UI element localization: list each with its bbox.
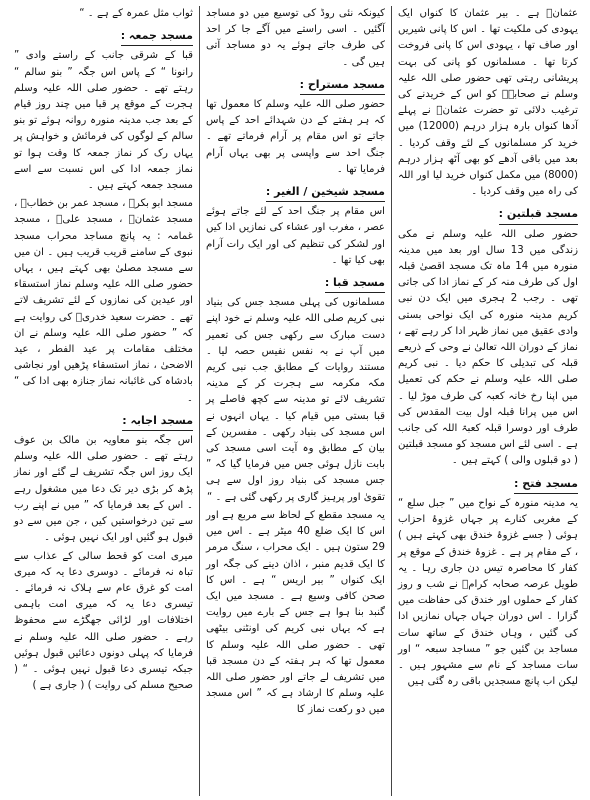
article-paragraph: عثمانؓ ہے ۔ بیر عثمان کا کنواں ایک یہودی کی ملکیت تھا ۔ اس کا پانی شیریں اور صاف تھا ، یہودی اس کا پانی فروخت کرتا تھا ۔ مسلمانوں کو پانی کی بہت پریشانی رہتی تھی حضور صلی اللہ علیہ وسلم نے صحابہؓ کو اس کے خریدنے کی ترغیب دلائی تو حضرت عثمانؓ نے پہلے آدھا کنواں بارہ ہزار درہم (12000) میں خرید کر مسلمانوں کے لئے وقف کردیا ۔ بعد میں باقی آدھے کو بھی آٹھ ہزار درہم (8000) میں مکمل کنواں خرید لیا اور اللہ کی راہ میں وقف کردیا ۔ [398, 8, 578, 198]
section-heading-wrap [206, 73, 385, 97]
section-heading: مسجد اجابہ : [122, 413, 193, 431]
article-paragraph: حضور صلی اللہ علیہ وسلم کا معمول تھا کہ ہر ہفتے کے دن شہدائے احد کے پاس جاتے تو اس مقام پر آرام فرماتے تھے ۔ جنگ احد سے واپسی پر بھی یہاں آرام فرمایا تھا ۔ [206, 99, 385, 175]
section-heading: مسجد شیخین / الغیر : [266, 184, 385, 202]
article-paragraph: اس مقام پر جنگ احد کے لئے جاتے ہوئے عصر ، مغرب اور عشاء کی نمازیں ادا کیں اور لشکر کی تنظیم کی اور ایک رات آرام بھی کیا تھا ۔ [206, 206, 385, 266]
article-paragraph: مسلمانوں کی پہلی مسجد جس کی بنیاد نبی کریم صلی اللہ علیہ وسلم نے خود اپنے دست مبارک سے رکھی جس کی تعمیر میں آپ نے بہ نفس نفیس حصہ لیا ۔ مستند روایات کے مطابق جب نبی کریم مکہ مکرمہ سے ہجرت کر کے مدینہ تشریف لائے تو مدینہ سے کچھ فاصلے پر قبا بستی میں قیام کیا ۔ یہاں انہوں نے اس مسجد کی بنیاد رکھی ۔ مفسرین کے بیان کے مطابق وہ آیت اسی مسجد کی بابت نازل ہوئی جس میں فرمایا گیا کہ ” جس مسجد کی بنیاد روز اول سے ہی تقویٰ اور پرہیز گاری پر رکھی گئی ہے ۔ “ [206, 297, 385, 503]
column-middle [200, 6, 392, 796]
article-paragraph: ثواب مثل عمرہ کے ہے ۔ “ [79, 8, 193, 19]
section-heading: مسجد جمعہ : [121, 28, 193, 46]
article-paragraph: میری امت کو قحط سالی کے عذاب سے تباہ نہ فرمائے ۔ دوسری دعا یہ کہ میری امت کو غرق عام سے ہلاک نہ فرمائے ۔ تیسری دعا یہ کہ میری امت باہمی اختلافات اور لڑائی جھگڑے سے محفوظ رہے ۔ حضور صلی اللہ علیہ وسلم نے فرمایا کہ پہلی دونوں دعائیں قبول ہوئیں جبکہ تیسری دعا قبول نہیں ہوئی ۔ “ ( صحیح مسلم کی روایت ) ( جاری ہے ) [14, 550, 193, 692]
section-heading-wrap [206, 180, 385, 204]
section-heading: مسجد فتح : [514, 476, 578, 494]
section-heading-wrap [398, 472, 578, 496]
section-heading-wrap [398, 202, 578, 226]
article-paragraph: قبا کے شرقی جانب کے راستے وادی ” رانونا “ کے پاس اس جگہ ” بنو سالم “ رہتے تھے ۔ حضور صلی اللہ علیہ وسلم ہجرت کے موقع پر قبا میں چند روز قیام کے بعد جب مدینہ منورہ روانہ ہوئے تو بنو سالم کے لوگوں کی فرمائش و خواہش پر یہاں رک کر نماز جمعہ کا وقت ہوا تو نماز جمعہ ادا کی اس نسبت سے اسے مسجد جمعہ کہتے ہیں ۔ [14, 50, 193, 192]
column-right [392, 6, 584, 796]
section-heading-wrap [14, 409, 193, 433]
column-left [8, 6, 200, 796]
article-paragraph: حضور صلی اللہ علیہ وسلم نے مکی زندگی میں 13 سال اور بعد میں مدینہ منورہ میں 14 ماہ تک مسجد اقصیٰ قبلہ اول کی طرف منہ کر کے نماز ادا کی جاتی تھی ۔ رجب 2 ہجری میں ایک دن نبی کریم مدینہ منورہ کی ایک نواحی بستی وادی عقیق میں نماز ظہر ادا کر رہے تھے ، نماز کے دوران اللہ تعالیٰ نے وحی کے ذریعے قبلہ کی تبدیلی کا حکم دیا ۔ نبی کریم صلی اللہ علیہ وسلم نے حکم کی تعمیل میں اپنا رخ خانہ کعبہ کی طرف موڑ لیا ۔ اس میں پرانا قبلہ اول بیت المقدس کی طرف اور دوسرا قبلہ کعبۃ اللہ کی جانب ہے ۔ اسی لئے اس مسجد کو مسجد قبلتین ( دو قبلوں والی ) کہتے ہیں ۔ [398, 228, 578, 467]
section-heading: مسجد مستراح : [300, 77, 385, 95]
section-heading: مسجد قبلتین : [499, 206, 578, 224]
article-paragraph: یہ مسجد مقطع کے لحاظ سے مربع ہے اور اس کا ایک ضلع 40 میٹر ہے ۔ اس میں 29 ستون ہیں ۔ ایک محراب ، سنگ مرمر کا ایک قدیم منبر ، اذان دینے کی جگہ اور ایک کنواں ” بیر اریس “ ہے ۔ اس کا صحن کافی وسیع ہے ۔ مسجد میں ایک گنبد بنا ہوا ہے جس کے بارے میں روایت ہے کہ یہاں نبی کریم کی اونٹنی بیٹھی تھی ۔ حضور صلی اللہ علیہ وسلم کا معمول تھا کہ ہر ہفتہ کے دن مسجد قبا میں تشریف لے جاتے اور حضور صلی اللہ علیہ وسلم کا ارشاد ہے کہ ” اس مسجد میں دو رکعت نماز کا [206, 509, 385, 716]
section-heading-wrap [14, 24, 193, 48]
article-paragraph: کیونکہ نئی روڈ کی توسیع میں دو مساجد آگئیں ۔ اسی راستے میں آگے جا کر احد کی طرف جاتے ہوئے یہ دو مساجد آتی ہیں گی ۔ [206, 8, 385, 68]
article-paragraph: اس جگہ بنو معاویہ بن مالک بن عوف رہتے تھے ۔ حضور صلی اللہ علیہ وسلم ایک روز اس جگہ تشریف لے گئے اور نماز پڑھ کر بڑی دیر تک دعا میں مشغول رہے ۔ اس کے بعد فرمایا کہ ” میں نے اپنے رب سے تین درخواستیں کیں ، جن میں سے دو قبول ہو گئیں اور ایک نہیں ہوئی ۔ [14, 435, 193, 544]
article-paragraph: مسجد ابو بکرؓ ، مسجد عمر بن خطابؓ ، مسجد عثمانؓ ، مسجد علیؓ ، مسجد غمامہ : یہ پانچ مساجد محراب مسجد نبوی کے سامنے قریب قریب ہیں ۔ ان میں سے مسجد مصلیٰ بھی کہتے ہیں ، یہاں حضور صلی اللہ علیہ وسلم نماز استسقاء اور عیدین کی نمازوں کے لئے تشریف لاتے تھے ۔ حضرت سعید خدریؓ کی روایت ہے کہ ” حضور صلی اللہ علیہ وسلم نے ان مختلف مقامات پر عید الفطر ، عید الاضحیٰ ، نماز استسقاء پڑھیں اور نجاشی بادشاہ کی غائبانہ نماز جنازہ بھی ادا کی “ ۔ [14, 198, 193, 404]
section-heading-wrap [206, 271, 385, 295]
section-heading: مسجد قبا : [325, 275, 385, 293]
article-paragraph: یہ مدینہ منورہ کے نواح میں ” جبل سلع “ کے مغربی کنارے پر جہاں غزوۂ احزاب ہوئی ( جسے غزوۂ خندق بھی کہتے ہیں ) ، کے مقام پر ہے ۔ غزوۂ خندق کے موقع پر کفار کا محاصرہ تیس دن جاری رہا ۔ یہ طویل عرصہ صحابہ کرامؓ نے شب و روز کفار کے حملوں اور خندق کی حفاظت میں گزارا ۔ اس دوران جہاں جہاں نمازیں ادا کی گئیں ، وہاں خندق کے ساتھ سات مساجد بن گئیں جو ” مساجد سبعہ “ اور سات مساجد کے نام سے مشہور ہیں ۔ لیکن اب پانچ مسجدیں باقی رہ گئی ہیں [398, 497, 578, 688]
